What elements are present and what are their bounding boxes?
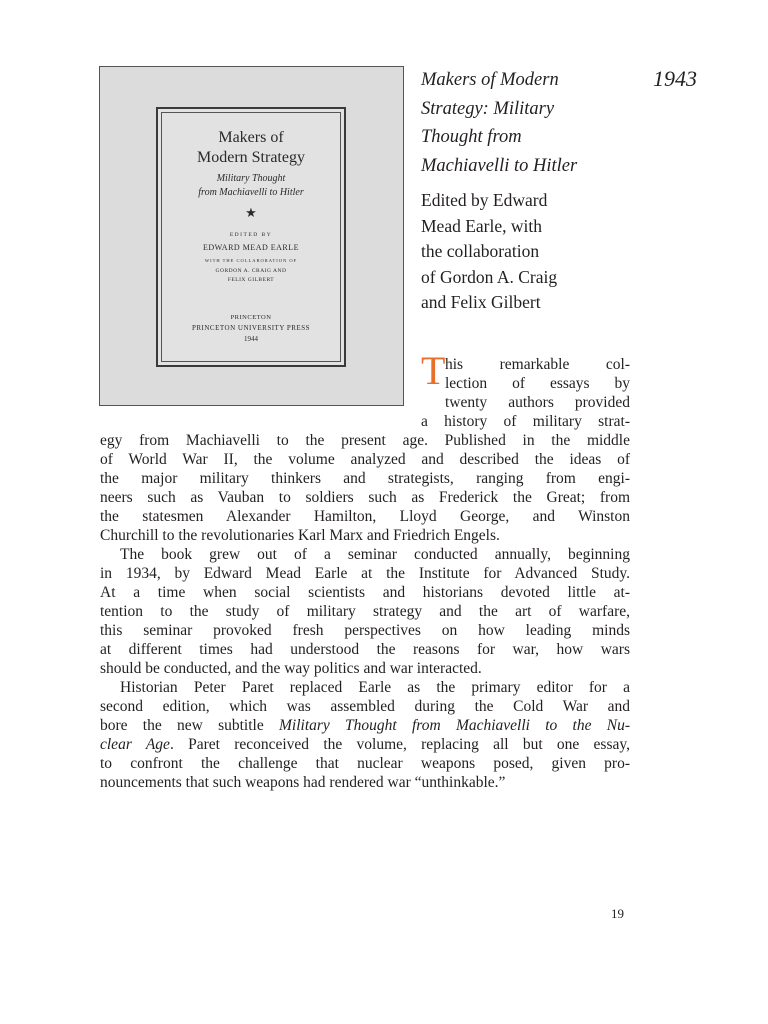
publication-year: 1943 <box>653 66 697 91</box>
book-title-line: Makers of Modern <box>421 70 559 90</box>
editor-credit-line: Mead Earle, with <box>421 215 542 236</box>
paragraph-line: the major military thinkers and strategists, ranging from engi- <box>100 470 630 487</box>
book-title-line: Strategy: Military <box>421 98 555 119</box>
paragraph-line: lection of essays by <box>445 375 630 392</box>
star-icon: ★ <box>245 205 257 220</box>
paragraph-line: of World War II, the volume analyzed and described the ideas of <box>100 451 630 468</box>
editor-credits <box>421 188 631 316</box>
drop-cap: T <box>421 348 446 393</box>
paragraph-line <box>100 716 630 735</box>
paragraph-line: a history of military strat- <box>421 413 630 430</box>
cover-collaborator1: GORDON A. CRAIG AND <box>215 268 287 274</box>
paragraph-line <box>100 735 630 754</box>
page-number: 19 <box>611 906 624 921</box>
cover-title-line1: Makers of <box>218 129 284 146</box>
cover-editor: EDWARD MEAD EARLE <box>202 243 300 252</box>
cover-collaborator2: FELIX GILBERT <box>227 277 275 283</box>
paragraph-line: tention to the study of military strategy and the art of warfare, <box>100 603 630 620</box>
paragraph-line: The book grew out of a seminar conducted annually, beginning <box>120 546 630 563</box>
paragraph-line: in 1934, by Edward Mead Earle at the Institute for Advanced Study. <box>100 565 630 582</box>
body-text <box>100 355 630 792</box>
paragraph-line: nouncements that such weapons had rendered war “unthinkable.” <box>100 774 506 791</box>
cover-subtitle-line1: Military Thought <box>216 173 286 184</box>
plain-text: bore the new subtitle <box>100 717 279 734</box>
editor-credit-line: Edited by Edward <box>421 190 548 210</box>
book-title <box>421 66 631 180</box>
paragraph-line: neers such as Vauban to soldiers such as Frederick the Great; from <box>100 489 630 506</box>
cover-title-line2: Modern Strategy <box>197 149 305 166</box>
cover-frame <box>156 107 346 367</box>
cover-year: 1944 <box>244 335 258 343</box>
paragraph-line: this seminar provoked fresh perspectives on how leading minds <box>100 622 630 639</box>
cover-subtitle-line2: from Machiavelli to Hitler <box>198 187 304 198</box>
paragraph-line: should be conducted, and the way politics and war interacted. <box>100 660 482 677</box>
paragraph-line: Historian Peter Paret replaced Earle as the primary editor for a <box>120 679 630 696</box>
paragraph-line: twenty authors provided <box>445 394 630 411</box>
cover-edited-by: EDITED BY <box>229 232 273 238</box>
editor-credit-line: the collaboration <box>421 241 540 261</box>
paragraph-line: egy from Machiavelli to the present age. Published in the middle <box>100 432 630 449</box>
paragraph-line: second edition, which was assembled during the Cold War and <box>100 698 630 715</box>
editor-credit-line: of Gordon A. Craig <box>421 266 558 287</box>
paragraph-line: his remarkable col- <box>445 356 630 373</box>
book-title-line: Thought from <box>421 127 522 147</box>
paragraph-line: Churchill to the revolutionaries Karl Marx and Friedrich Engels. <box>100 527 500 544</box>
paragraph-line: to confront the challenge that nuclear weapons posed, given pro- <box>100 755 630 772</box>
paragraph-line: At a time when social scientists and historians devoted little at- <box>100 584 630 601</box>
cover-with-collaboration: WITH THE COLLABORATION OF <box>204 258 298 263</box>
cover-publisher: PRINCETON UNIVERSITY PRESS <box>191 324 310 332</box>
cover-place: PRINCETON <box>230 314 272 321</box>
plain-text: . Paret reconceived the volume, replacing all but one essay, <box>169 736 630 753</box>
editor-credit-line: and Felix Gilbert <box>421 292 541 312</box>
paragraph-line: at different times had understood the reasons for war, how wars <box>100 641 630 658</box>
book-title-line: Machiavelli to Hitler <box>421 155 578 176</box>
subtitle-italic: Military Thought from Machiavelli to the Nu- <box>278 717 630 734</box>
subtitle-italic: clear Age <box>100 736 170 753</box>
paragraph-line: the statesmen Alexander Hamilton, Lloyd George, and Winston <box>100 508 630 525</box>
